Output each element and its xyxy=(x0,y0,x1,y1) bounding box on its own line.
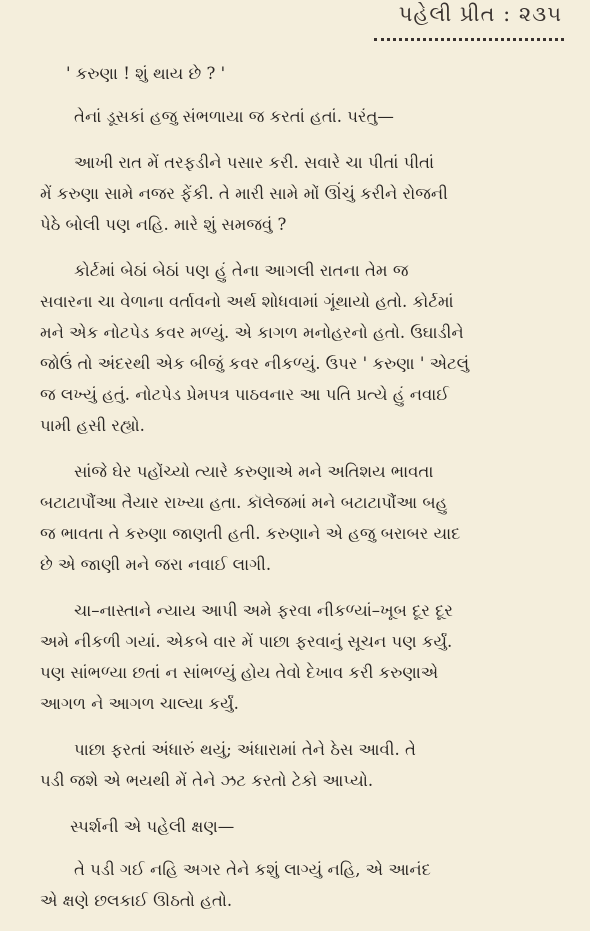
header-dotted-rule xyxy=(374,38,564,41)
dialogue-line: ' કરુણા ! શું થાય છે ? ' xyxy=(66,64,226,83)
paragraph-final: તે પડી ગઈ નહિ અગર તેને કશું લાગ્યું નહિ, એ આનંદ એ ક્ષણે છલકાઈ ઊઠતો હતો. xyxy=(40,860,431,910)
paragraph-2: આખી રાત મેં તરફડીને પસાર કરી. સવારે ચા પીતાં પીતાં મેં કરુણા સામે નજર ફેંકી. તે મારી સામે મોં ઊંચું કરીને રોજની પેઠે બોલી પણ નહિ. મારે શું સમજવું ? xyxy=(40,153,448,234)
paragraph-3: કોર્ટમાં બેઠાં બેઠાં પણ હું તેના આગલી રાતના તેમ જ સવારના ચા વેળાના વર્તાવનો અર્થ શોધવામાં ગૂંથાયો હતો. કોર્ટમાં મને એક નોટપેડ કવર મળ્યું. એ કાગળ મનોહરનો હતો. ઉઘાડીને જોઉં તો અંદરથી એક બીજું કવર નીકળ્યું. ઉપર ' કરુણા ' એટલું જ લખ્યું હતું. નોટપેડ પ્રેમપત્ર પાઠવનાર આ પતિ પ્રત્યે હું નવાઈ પામી હસી રહ્યો. xyxy=(40,261,470,435)
paragraph-1: તેનાં ડૂસકાં હજુ સંભળાયા જ કરતાં હતાં. પરંતુ— xyxy=(74,107,394,126)
section-separator-line: સ્પર્શની એ પહેલી ક્ષણ— xyxy=(70,817,235,836)
paragraph-5: ચા–નાસ્તાને ન્યાય આપી અમે ફરવા નીકળ્યાં–ખૂબ દૂર દૂર અમે નીકળી ગયાં. એકબે વાર મેં પાછા ફરવાનું સૂચન પણ કર્યું. પણ સાંભળ્યા છતાં ન સાંભળ્યું હોય તેવો દેખાવ કરી કરુણાએ આગળ ને આગળ ચાલ્યા કર્યું. xyxy=(40,601,453,713)
paragraph-4: સાંજે ઘેર પહોંચ્યો ત્યારે કરુણાએ મને અતિશય ભાવતા બટાટાપૌંઆ તૈયાર રાખ્યા હતા. કૉલેજમાં મને બટાટાપૌંઆ બહુ જ ભાવતા તે કરુણા જાણતી હતી. કરુણાને એ હજુ બરાબર યાદ છે એ જાણી મને જરા નવાઈ લાગી. xyxy=(40,462,461,574)
paragraph-6: પાછા ફરતાં અંધારું થયું; અંધારામાં તેને ઠેસ આવી. તે પડી જશે એ ભયથી મેં તેને ઝટ કરતો ટેકો આપ્યો. xyxy=(40,740,416,790)
page-body xyxy=(40,58,560,931)
running-header: પહેલી પ્રીત : ૨૩૫ xyxy=(398,2,562,26)
